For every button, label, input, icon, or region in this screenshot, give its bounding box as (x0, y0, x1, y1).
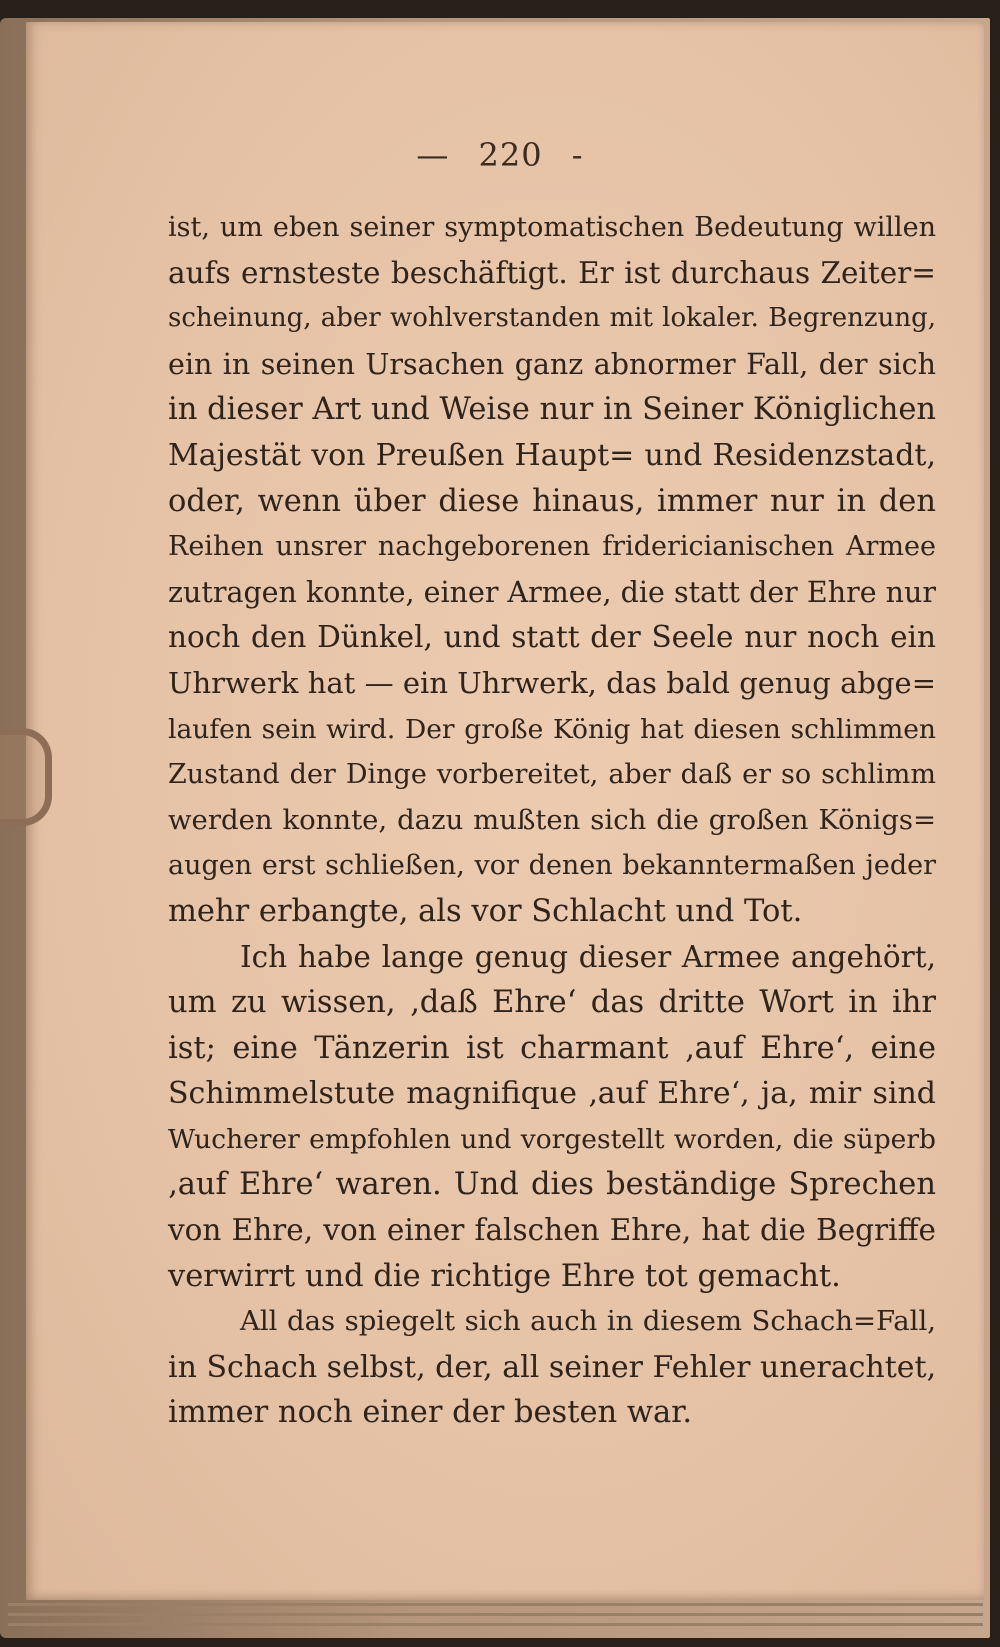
text-line: in Schach selbst, der, all seiner Fehler unerachtet, (168, 1349, 937, 1385)
text-line: ist, um eben seiner symptomatischen Bedeutung willen (168, 212, 936, 243)
text-line: zutragen konnte, einer Armee, die statt der Ehre nur (168, 575, 936, 609)
page-edge (8, 1623, 983, 1626)
text-line: ist; eine Tänzerin ist charmant ‚auf Ehre‘, eine (168, 1030, 936, 1066)
text-line: ein in seinen Ursachen ganz abnormer Fall, der sich (168, 347, 936, 381)
text-line: Zustand der Dinge vorbereitet, aber daß er so schlimm (168, 759, 936, 791)
page-edge (8, 1613, 983, 1616)
bookmark-band (0, 728, 52, 826)
text-line: in dieser Art und Weise nur in Seiner Königlichen (168, 392, 937, 428)
text-line: Majestät von Preußen Haupt= und Residenzstadt, (168, 437, 936, 473)
text-line: um zu wissen, ‚daß Ehre‘ das dritte Wort in ihr (168, 985, 936, 1021)
text-line: ‚auf Ehre‘ waren. Und dies beständige Sprechen (168, 1167, 936, 1203)
text-line: immer noch einer der besten war. (168, 1395, 693, 1431)
text-line: verwirrt und die richtige Ehre tot gemacht. (168, 1258, 841, 1294)
text-line: mehr erbangte, als vor Schlacht und Tot. (168, 893, 803, 929)
text-line: werden konnte, dazu mußten sich die großen Königs= (168, 803, 936, 836)
page-edge (8, 1603, 983, 1606)
header-dash-right: - (571, 136, 584, 174)
header-dash-left: — (416, 136, 450, 174)
text-line: Wucherer empfohlen und vorgestellt worden, die süperb (168, 1123, 936, 1155)
text-line: Schimmelstute magnifique ‚auf Ehre‘, ja, mir sind (168, 1076, 936, 1112)
text-line: augen erst schließen, vor denen bekanntermaßen jeder (168, 850, 936, 882)
page-number: 220 (478, 136, 543, 174)
text-line: Ich habe lange genug dieser Armee angehört, (240, 939, 936, 974)
text-line: noch den Dünkel, und statt der Seele nur noch ein (168, 620, 936, 655)
text-line: oder, wenn über diese hinaus, immer nur in den (168, 483, 936, 519)
text-line: scheinung, aber wohlverstanden mit lokaler. Begrenzung, (168, 303, 936, 334)
text-line: Reihen unsrer nachgeborenen fridericianischen Armee (168, 531, 936, 563)
text-line: All das spiegelt sich auch in diesem Schach=Fall, (240, 1305, 936, 1338)
text-line: aufs ernsteste beschäftigt. Er ist durchaus Zeiter= (168, 255, 936, 290)
text-line: Uhrwerk hat — ein Uhrwerk, das bald genug abge= (168, 665, 936, 700)
page-header (0, 136, 1000, 174)
body-text (168, 205, 936, 1436)
text-line: laufen sein wird. Der große König hat diesen schlimmen (168, 713, 936, 745)
text-line: von Ehre, von einer falschen Ehre, hat die Begriffe (168, 1213, 936, 1248)
